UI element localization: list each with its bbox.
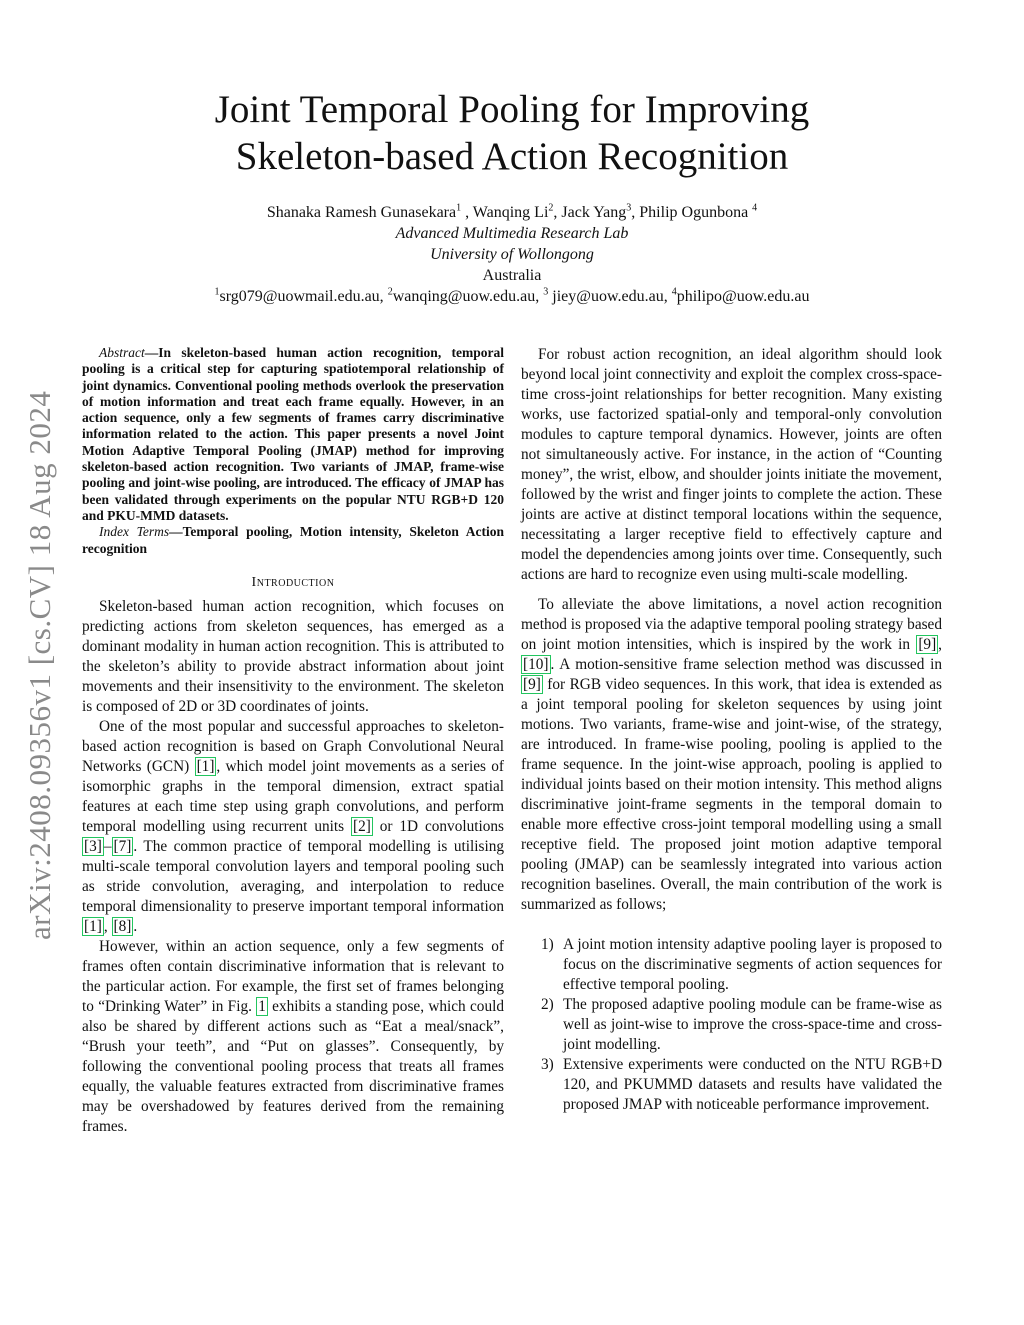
superscript: 3	[543, 286, 549, 298]
left-column	[82, 345, 504, 1137]
citation-link[interactable]: [10]	[523, 656, 549, 673]
list-item-number: 3)	[541, 1056, 554, 1073]
list-item-number: 2)	[541, 996, 554, 1013]
superscript: 4	[671, 286, 677, 298]
citation-link[interactable]: [3]	[84, 837, 102, 855]
author-names: Shanaka Ramesh Gunasekara$^1$ , Wanqing Li$^2$, Jack Yang$^3$, Philip Ogunbona $^4$	[266, 202, 758, 221]
author-emails: $^1$srg079@uowmail.edu.au, $^2$wanqing@uow.edu.au, $^3$ jiey@uow.edu.au, $^4$philipo@uow.edu.au	[214, 286, 810, 305]
citation-link[interactable]: 1	[258, 997, 266, 1015]
list-item-text: A joint motion intensity adaptive pooling layer is proposed to focus on the discriminative segments of action sequences for effective temporal pooling.	[563, 936, 942, 993]
intro-paragraph-3: However, within an action sequence, only a few segments of frames often contain discriminative information that is relevant to the particular action. For example, the first set of frames belonging to “Drinking Water” in Fig. 1 exhibits a standing pose, which could also be shared by different actions such as “Eat a meal/snack”, “Brush your teeth”, and “Put on glasses”. Consequently, by following the conventional pooling process that treats all frames equally, the valuable features extracted from discriminative frames may be overshadowed by features derived from the remaining frames.	[82, 937, 504, 1135]
contribution-list	[521, 935, 942, 1115]
superscript: 1	[456, 202, 462, 214]
list-item	[521, 995, 942, 1055]
superscript: 2	[548, 202, 554, 214]
citation-link[interactable]: [1]	[196, 757, 215, 775]
paragraph-gap	[521, 585, 942, 595]
title-line-1: Joint Temporal Pooling for Improving	[214, 88, 810, 131]
citation-link[interactable]: [7]	[113, 837, 132, 855]
abstract-text: —In skeleton-based human action recognition, temporal pooling is a critical step for capturing spatiotemporal relationship of joint dynamics. Conventional pooling methods overlook the preservation of motion information and treat each frame equally. However, in an action sequence, only a few segments of frames carry discriminative information related to the action. This paper presents a novel Joint Motion Adaptive Temporal Pooling (JMAP) method for improving skeleton-based action recognition. Two variants of JMAP, frame-wise pooling and joint-wise pooling, are introduced. The efficacy of JMAP has been validated through experiments on the popular NTU RGB+D 120 and PKU-MMD datasets.	[82, 345, 504, 523]
intro-paragraph-4: For robust action recognition, an ideal algorithm should look beyond local joint connectivity and exploit the complex cross-space-time cross-joint relationships for better recognition. Many existing works, use factorized spatial-only and temporal-only convolution modules to capture temporal dynamics. However, joints are often not simultaneously active. For instance, in the action of “Counting money”, the wrist, elbow, and shoulder joints initiate the movement, followed by the wrist and finger joints to complete the action. These joints are active at distinct temporal locations within the sequence, necessitating a larger receptive field to effectively capture and model the dependencies among joints over time. Consequently, such actions are hard to recognize even using multi-scale modelling.	[521, 346, 942, 583]
abstract	[82, 345, 504, 524]
author-block	[100, 202, 924, 307]
citation-link[interactable]: [8]	[113, 917, 132, 935]
list-item	[521, 935, 942, 995]
index-terms	[82, 524, 504, 557]
right-column	[521, 345, 942, 1115]
list-item	[521, 1055, 942, 1115]
list-item-number: 1)	[541, 936, 554, 953]
superscript: 2	[387, 286, 393, 298]
index-terms-text: —Temporal pooling, Motion intensity, Skeleton Action recognition	[82, 524, 504, 556]
citation-link[interactable]: [2]	[352, 817, 371, 835]
list-item-text: Extensive experiments were conducted on the NTU RGB+D 120, and PKUMMD datasets and results have validated the proposed JMAP with noticeable performance improvement.	[563, 1056, 942, 1113]
intro-paragraph-2: One of the most popular and successful approaches to skeleton-based action recognition is based on Graph Convolutional Neural Networks (GCN) [1] , which model joint movements as a series of isomorphic graphs in the temporal dimension, extract spatial features at each time step using graph convolutions, and perform temporal modelling using recurrent units [2] or 1D convolutions [3] – [7] . The common practice of temporal modelling is utilising multi-scale temporal convolution layers and temporal pooling such as stride convolution, averaging, and interpolation to reduce temporal dimensionality to preserve important temporal information [1] , [8] .	[82, 717, 504, 935]
abstract-label: Abstract	[99, 345, 145, 360]
citation-link[interactable]: [9]	[523, 676, 541, 693]
list-item-text: The proposed adaptive pooling module can be frame-wise as well as joint-wise to improve the cross-space-time and cross-joint modelling.	[563, 996, 942, 1053]
affiliation-lab: Advanced Multimedia Research Lab	[395, 225, 629, 242]
affiliation-country: Australia	[482, 267, 542, 284]
citation-link[interactable]: [1]	[84, 917, 102, 935]
index-terms-label: Index Terms	[99, 524, 170, 540]
title-line-2: Skeleton-based Action Recognition	[235, 135, 789, 178]
intro-paragraph-5: To alleviate the above limitations, a novel action recognition method is proposed via the adaptive temporal pooling strategy based on joint motion intensities, which is inspired by the work in [9] , [10] . A motion-sensitive frame selection method was discussed in [9] for RGB video sequences. In this work, that idea is extended as a joint temporal pooling for skeleton sequences by using joint motions. Two variants, frame-wise and joint-wise, of the strategy, are introduced. In frame-wise pooling, pooling is applied to the frame sequence. In the joint-wise approach, pooling is applied to individual joints based on their motion intensity. This method aligns discriminative joint-frame segments in the temporal domain to enable more effective cross-joint temporal modelling using a small receptive field. The proposed joint motion adaptive temporal pooling (JMAP) can be seamlessly integrated into various action recognition baselines. Overall, the main contribution of the work is summarized as follows;	[521, 596, 942, 913]
citation-link[interactable]: [9]	[918, 636, 937, 653]
superscript: 3	[626, 202, 632, 214]
section-title-smallcaps: ntroduction	[256, 574, 335, 590]
superscript: 1	[214, 286, 220, 298]
intro-paragraph-1: Skeleton-based human action recognition, which focuses on predicting actions from skeleton sequences, has emerged as a dominant modality in human action recognition. This is attributed to the skeleton’s ability to provide abstract information about joint movements and their insensitivity to the environment. The skeleton is composed of 2D or 3D coordinates of joints.	[82, 597, 504, 715]
superscript: 4	[752, 202, 758, 214]
paper-title	[100, 86, 924, 180]
arxiv-identifier[interactable]: arXiv:2408.09356v1 [cs.CV] 18 Aug 2024	[22, 390, 57, 940]
affiliation-university: University of Wollongong	[430, 246, 594, 263]
section-heading-introduction: Introduction	[251, 574, 335, 590]
